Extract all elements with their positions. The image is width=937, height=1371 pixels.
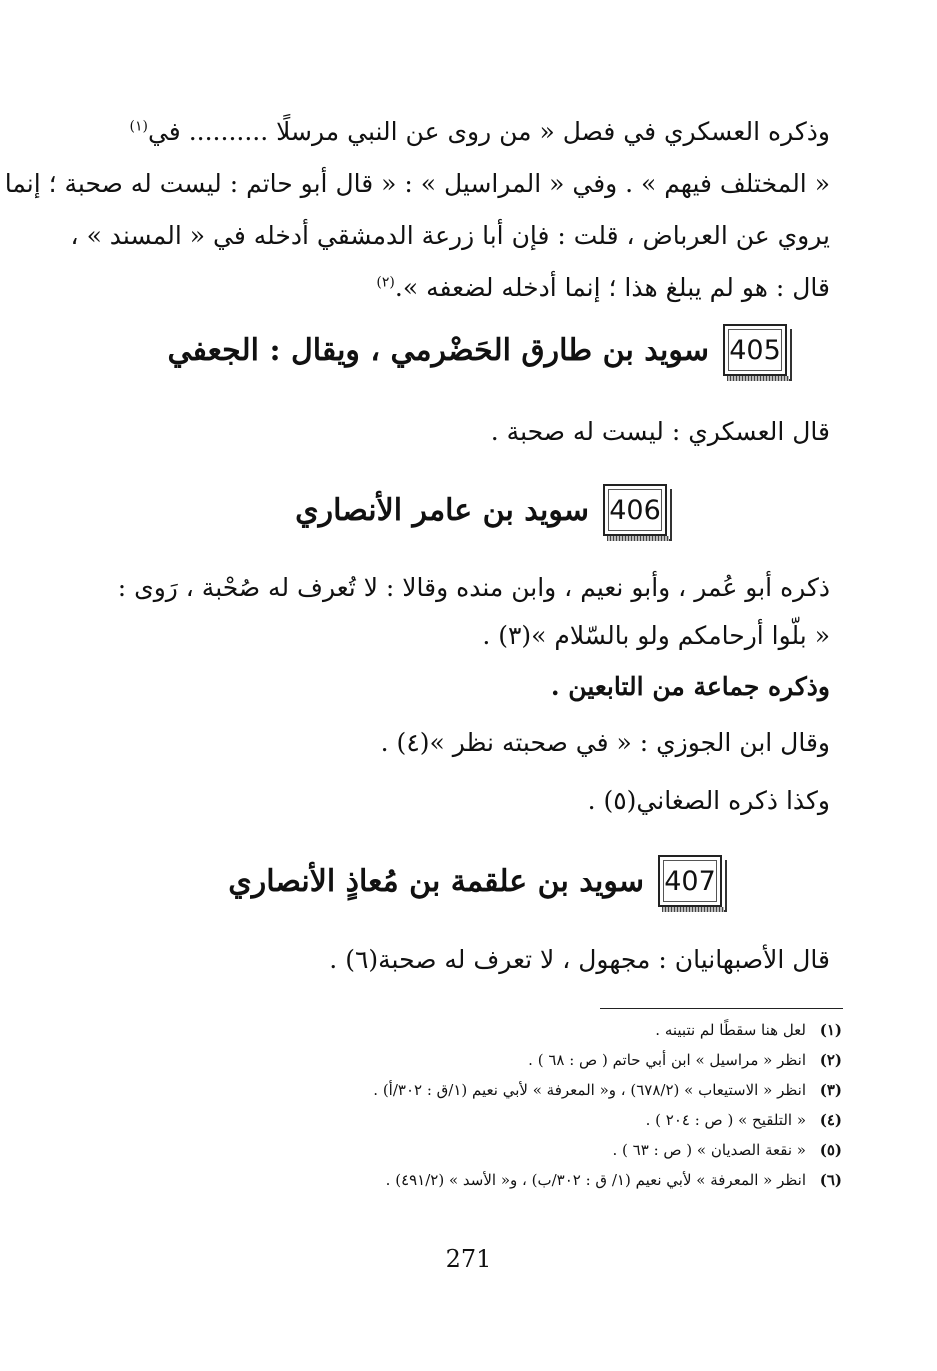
paragraph-line: « المختلف فيهم » . وفي « المراسيل » : « قال أبو حاتم : ليست له صحبة ؛ إنما	[4, 169, 830, 198]
footnote: (١) لعل هنا سقطًا لم نتبينه .	[655, 1021, 842, 1039]
entry-line: وكذا ذكره الصغاني(٥) .	[587, 786, 830, 815]
entry-number-badge: 405	[723, 324, 787, 376]
entry-body-405	[100, 412, 830, 452]
entry-body-407	[100, 940, 830, 980]
footnote-ref: (٢)	[376, 274, 395, 291]
entry-line: ذكره أبو عُمر ، وأبو نعيم ، وابن منده وقالا : لا تُعرف له صُحْبة ، رَوى :	[117, 573, 830, 602]
entry-title: سويد بن طارق الحَضْرمي ، ويقال : الجعفي	[167, 332, 709, 368]
footnotes	[122, 1015, 842, 1195]
paragraph-line: قال : هو لم يبلغ هذا ؛ إنما أدخله لضعفه ».$^{(٢)}$	[376, 273, 830, 302]
footnote: (٢) انظر « مراسيل » ابن أبي حاتم ( ص : ٦٨ ) .	[528, 1051, 842, 1069]
footnote: (٣) انظر « الاستيعاب » (٦٧٨/٢) ، و« المعرفة » لأبي نعيم (١/ق : ٣٠٢/أ) .	[373, 1081, 842, 1099]
paragraph-line: يروي عن العرباض ، قلت : فإن أبا زرعة الدمشقي أدخله في « المسند » ،	[70, 221, 830, 250]
entry-line: قال العسكري : ليست له صحبة .	[490, 417, 830, 446]
paragraph-line: وذكره العسكري في فصل « من روى عن النبي مرسلًا .......... في$^{(١)}$	[129, 117, 830, 146]
footnote-ref: (١)	[129, 118, 148, 135]
entry-line: وقال ابن الجوزي : « في صحبته نظر »(٤) .	[380, 728, 830, 757]
footnote: (٦) انظر « المعرفة » لأبي نعيم (١/ ق : ٣٠٢/ب) ، و« الأسد » (٤٩١/٢) .	[385, 1171, 842, 1189]
entry-title: سويد بن عامر الأنصاري	[295, 492, 589, 528]
footnote: (٥) « نقعة الصديان » ( ص : ٦٣ ) .	[612, 1141, 842, 1159]
entry-heading-405	[168, 324, 788, 376]
entry-line: « بلّوا أرحامكم ولو بالسّلام »(٣) .	[482, 621, 830, 650]
page-number: 271	[445, 1245, 492, 1273]
footnote-divider	[600, 1008, 843, 1009]
opening-paragraph	[4, 106, 830, 314]
entry-heading-407	[228, 855, 722, 907]
entry-number-badge: 407	[658, 855, 722, 907]
entry-line: وذكره جماعة من التابعين .	[550, 672, 830, 701]
entry-heading-406	[295, 484, 667, 536]
entry-body-406	[100, 564, 830, 830]
entry-title: سويد بن علقمة بن مُعاذٍ الأنصاري	[228, 863, 644, 899]
footnote: (٤) « التلقيح » ( ص : ٢٠٤ ) .	[645, 1111, 842, 1129]
entry-line: قال الأصبهانيان : مجهول ، لا تعرف له صحبة(٦) .	[329, 945, 830, 974]
entry-number-badge: 406	[603, 484, 667, 536]
